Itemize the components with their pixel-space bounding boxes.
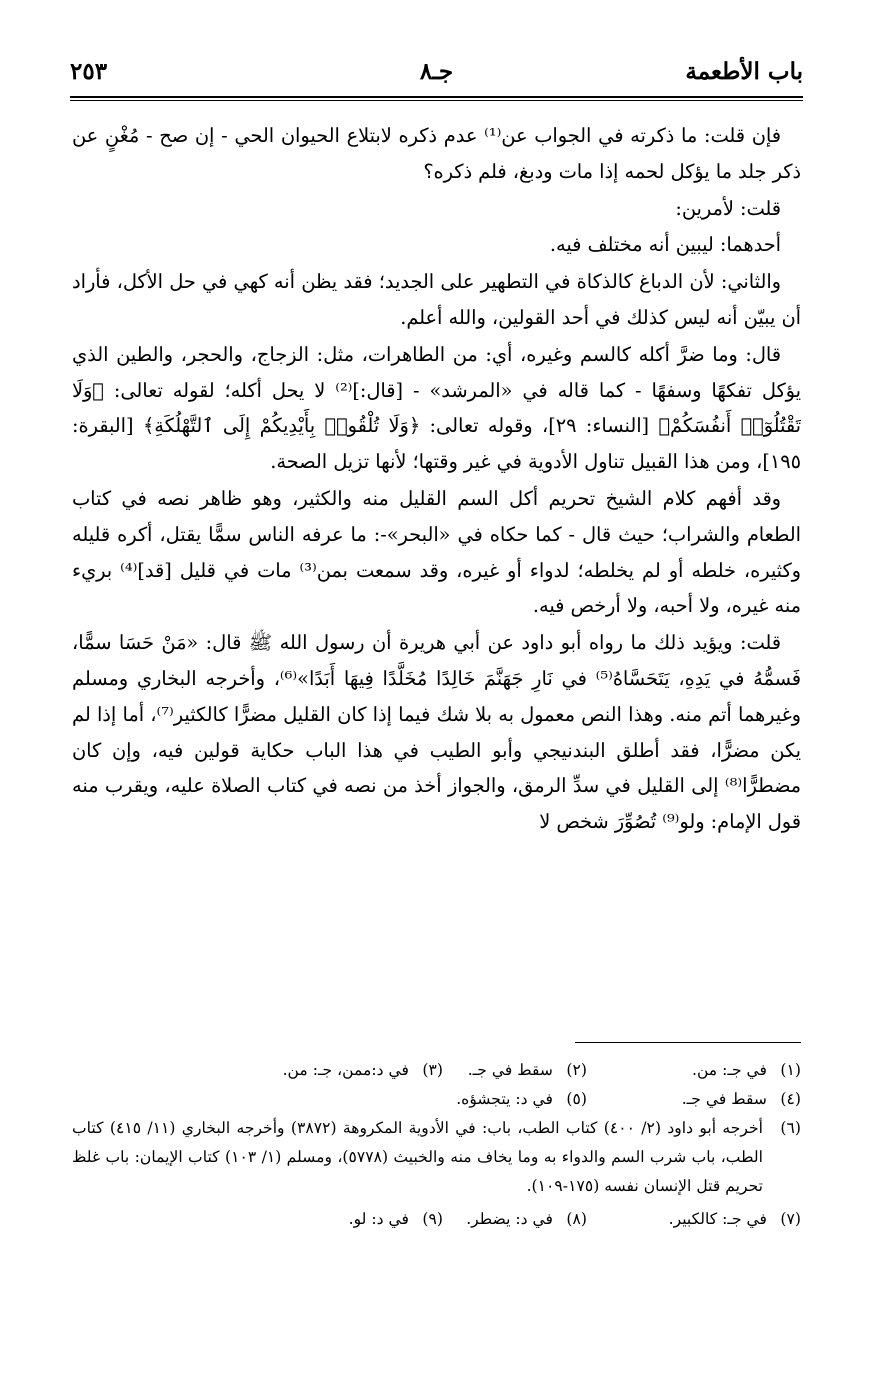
footnote	[597, 1085, 801, 1114]
paragraph: وقد أفهم كلام الشيخ تحريم أكل السم القليل منه والكثير، وهو ظاهر نصه في كتاب الطعام والشراب؛ حيث قال - كما حكاه في «البحر»-: ما عرفه الناس سمًّا يقتل، أكره قليله وكثيره، خلطه أو لم يخلطه؛ لدواء أو غيره، وقد سمعت بمن⁽³⁾ مات في قليل [قد]⁽⁴⁾ بريء منه غيره، ولا أحبه، ولا أرخص فيه.	[72, 486, 801, 618]
volume-label: جـ٨	[419, 58, 454, 85]
footnote-text: سقط في جـ.	[467, 1061, 553, 1079]
paragraph: قلت: ويؤيد ذلك ما رواه أبو داود عن أبي هريرة أن رسول الله ﷺ قال: «مَنْ حَسَا سمًّا، فَسمُّهُ في يَدِهِ، يَتَحَسَّاهُ⁽⁵⁾ في نَارِ جَهَنَّمَ خَالِدًا مُخَلَّدًا فِيهَا أَبَدًا»⁽⁶⁾، وأخرجه البخاري ومسلم وغيرهما أتم منه. وهذا النص معمول به بلا شك فيما إذا كان القليل مضرًّا كالكثير⁽⁷⁾، أما إذا لم يكن مضرًّا، فقد أطلق البندنيجي وأبو الطيب في هذا الباب حكاية قولين فيه، وإن كان مضطرًّا⁽⁸⁾ إلى القليل في سدِّ الرمق، والجواز أخذ من نصه في كتاب الصلاة عليه، ويقرب منه قول الإمام: ولو⁽⁹⁾ تُصُوِّرَ شخص لا	[72, 631, 801, 834]
footnote	[72, 1114, 801, 1201]
header-rule	[70, 96, 803, 98]
footnote-number: (٤)	[780, 1090, 801, 1108]
footnote-number: (٦)	[780, 1119, 801, 1137]
footnote	[453, 1205, 587, 1234]
footnote	[309, 1205, 443, 1234]
chapter-title: باب الأطعمة	[685, 58, 803, 85]
footnote-text: سقط في جـ.	[681, 1090, 767, 1108]
footnote-number: (٣)	[422, 1061, 443, 1079]
footnote	[597, 1205, 801, 1234]
footnote-row	[72, 1056, 801, 1085]
footnote-row	[72, 1085, 801, 1114]
footnote-text: في د:ممن، جـ: من.	[282, 1061, 409, 1079]
footnote-number: (٥)	[566, 1090, 587, 1108]
footnote-number: (٩)	[422, 1210, 443, 1228]
paragraph: قلت: لأمرين:	[675, 196, 781, 220]
header-rule-thin	[70, 100, 803, 101]
paragraph: والثاني: لأن الدباغ كالذكاة في التطهير على الجديد؛ فقد يظن أنه كهي في حل الأكل، فأراد أن يبيّن أنه ليس كذلك في أحد القولين، والله أعلم.	[72, 270, 801, 329]
footnote-text: في جـ: من.	[691, 1061, 767, 1079]
footnote-row	[72, 1205, 801, 1234]
footnote	[283, 1056, 443, 1085]
footnote-number: (١)	[780, 1061, 801, 1079]
paragraph: فإن قلت: ما ذكرته في الجواب عن⁽¹⁾ عدم ذكره لابتلاع الحيوان الحي - إن صح - مُغْنٍ عن ذكر جلد ما يؤكل لحمه إذا مات ودبغ، فلم ذكره؟	[72, 124, 801, 183]
footnote-text: في جـ: كالكبير.	[668, 1210, 767, 1228]
paragraph: أحدهما: ليبين أنه مختلف فيه.	[549, 233, 781, 257]
footnote-text: في د: يتجشؤه.	[456, 1090, 553, 1108]
main-text	[72, 118, 801, 1048]
footnote-number: (٨)	[566, 1210, 587, 1228]
footnote	[453, 1056, 587, 1085]
running-header	[70, 58, 803, 92]
footnote-separator	[575, 1042, 801, 1043]
footnote-number: (٧)	[780, 1210, 801, 1228]
footnote	[453, 1085, 587, 1114]
footnote-text: في د: لو.	[348, 1210, 409, 1228]
footnote-text: أخرجه أبو داود (٢/ ٤٠٠) كتاب الطب، باب: في الأدوية المكروهة (٣٨٧٢) وأخرجه البخاري (١١/ ٤١٥) كتاب الطب، باب شرب السم والدواء به وما يخاف منه والخبيث (٥٧٧٨)، ومسلم (١/ ١٠٣) كتاب الإيمان: باب غلظ تحريم قتل الإنسان نفسه (١٧٥-١٠٩).	[72, 1119, 763, 1195]
footnotes	[72, 1056, 801, 1306]
footnote	[597, 1056, 801, 1085]
footnote-number: (٢)	[566, 1061, 587, 1079]
footnote-text: في د: يضطر.	[466, 1210, 553, 1228]
paragraph: قال: وما ضرَّ أكله كالسم وغيره، أي: من الطاهرات، مثل: الزجاج، والحجر، والطين الذي يؤكل تفكهًا وسفهًا - كما قاله في «المرشد» - [قال:]⁽²⁾ لا يحل أكله؛ لقوله تعالى: ﴿وَلَا تَقْتُلُوٓا۟ أَنفُسَكُمْ﴾ [النساء: ٢٩]، وقوله تعالى: ﴿وَلَا تُلْقُوا۟ بِأَيْدِيكُمْ إِلَى ٱلتَّهْلُكَةِ﴾ [البقرة: ١٩٥]، ومن هذا القبيل تناول الأدوية في غير وقتها؛ لأنها تزيل الصحة.	[72, 342, 801, 474]
page-number: ٢٥٣	[70, 58, 108, 85]
